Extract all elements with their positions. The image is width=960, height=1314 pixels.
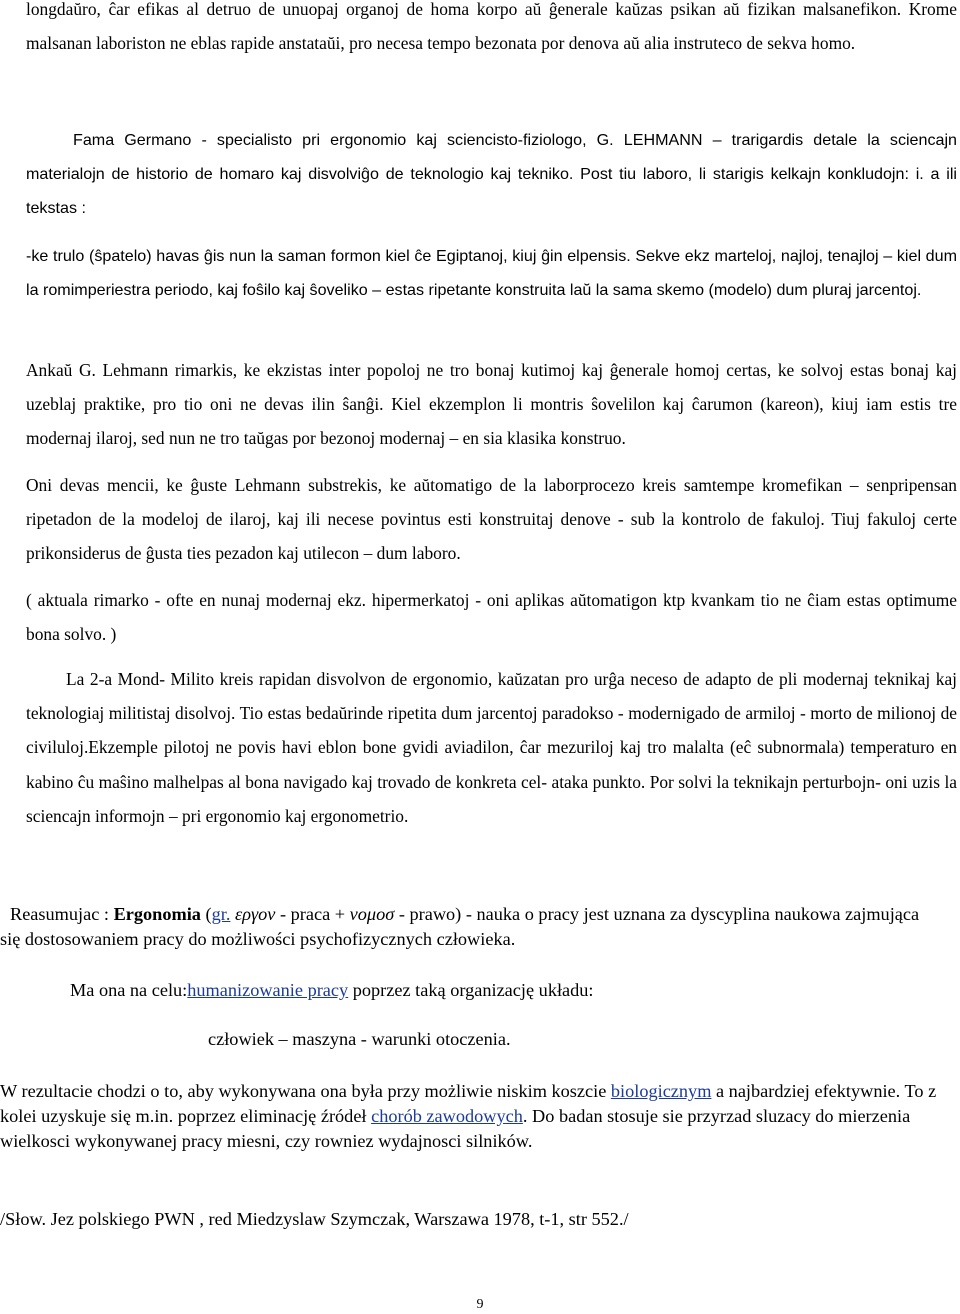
summary-mid: - praca + (275, 904, 350, 924)
paragraph-automation: Oni devas mencii, ke ĝuste Lehmann substrekis, ke aŭtomatigo de la laborprocezo kreis samtempe kromefikan – senpripensan ripetadon de la modeloj de ilaroj, kaj ili necese povintus esti konstruitaj denove - sub la kontrolo de fakuloj. Tiuj fakuloj certe prikonsiderus de ĝusta ties pezadon kaj utilecon – dum laboro. (26, 475, 957, 564)
source-citation: /Słow. Jez polskiego PWN , red Miedzyslaw Szymczak, Warszawa 1978, t-1, str 552./ (0, 1209, 629, 1229)
paragraph-remark: ( aktuala rimarko - ofte en nunaj modernaj ekz. hipermerkatoj - oni aplikas aŭtomatigon ktp kvankam tio ne ĉiam estas optimume bona solvo. ) (26, 590, 957, 645)
result-prefix: W rezultacie chodzi o to, aby wykonywana ona była przy możliwie niskim koszcie (0, 1081, 611, 1101)
summary-paragraph (0, 902, 940, 952)
paragraph-continuation: longdaŭro, ĉar efikas al detruo de unuopaj organoj de homa korpo aŭ ĝenerale kaŭzas psikan aŭ fizikan malsanefikon. Krome malsanan laboriston ne eblas rapide anstataŭi, pro necesa tempo bezonata por denova aŭ alia instruteco de sekva homo. (26, 0, 957, 54)
paragraph-habits: Ankaŭ G. Lehmann rimarkis, ke ekzistas inter popoloj ne tro bonaj kutimoj kaj ĝenerale homoj certas, ke solvoj estas bonaj kaj uzeblaj praktike, pro tio oni ne devas ilin ŝanĝi. Kiel ekzemplon li montris ŝovelilon kaj ĉarumon (kareon), kiuj iam estis tre modernaj ilaroj, sed nun ne tro taŭgas por bezonoj modernaj – en sia klasika konstruo. (26, 360, 957, 449)
result-mid: a najbardziej efektywnie. To z kolei uzyskuje się m.in. poprzez eliminację źródeł (0, 1081, 937, 1126)
biological-link[interactable]: biologicznym (610, 1081, 712, 1101)
summary-term: Ergonomia (113, 904, 201, 924)
page-number: 9 (476, 1297, 484, 1312)
system-line: człowiek – maszyna - warunki otoczenia. (208, 1029, 511, 1049)
goal-prefix: Ma ona na celu: (70, 980, 188, 1000)
greek-link[interactable]: gr. (211, 904, 231, 924)
paragraph-world-war: La 2-a Mond- Milito kreis rapidan disvolvon de ergonomio, kaŭzatan pro urĝa neceso de adapto de pli modernaj teknikaj kaj teknologiaj militistaj disolvoj. Tio estas bedaŭrinde ripetita dum jarcentoj paradokso - modernigado de armiloj - morto de milionoj de civiluloj.Ekzemple pilotoj ne povis havi eblon bone gvidi aviadilon, ĉar mezuriloj kaj tro malalta (eĉ subnormala) temperaturo en kabino ĉu maŝino malhelpas al bona navigado kaj trovado de konkreta cel- ataka punkto. Por solvi la teknikajn perturbojn- oni uzis la sciencajn informojn – pri ergonomio kaj ergonometrio. (26, 669, 957, 826)
summary-prefix: Reasumujac : (10, 904, 114, 924)
goal-paragraph (70, 978, 940, 1003)
summary-open: ( (200, 904, 212, 924)
result-paragraph (0, 1079, 940, 1154)
greek-word-nomos: νομοσ (349, 904, 395, 924)
occupational-diseases-link[interactable]: chorób zawodowych (371, 1106, 523, 1126)
humanization-link[interactable]: humanizowanie pracy (187, 980, 349, 1000)
paragraph-lehmann: Fama Germano - specialisto pri ergonomio kaj sciencisto-fiziologo, G. LEHMANN – trarigardis detale la sciencajn materialojn de historio de homaro kaj disvolviĝo de teknologio kaj tekniko. Post tiu laboro, li starigis kelkajn konkludojn: i. a ili tekstas : (26, 131, 957, 218)
result-suffix: . Do badan stosuje sie przyrzad sluzacy do mierzenia wielkosci wykonywanej pracy miesni, czy rowniez wydajnosci silników. (0, 1106, 911, 1151)
goal-suffix: poprzez taką organizację układu: (348, 980, 594, 1000)
paragraph-tools: -ke trulo (ŝpatelo) havas ĝis nun la saman formon kiel ĉe Egiptanoj, kiuj ĝin elpensis. Sekve ekz marteloj, najloj, tenajloj – kiel dum la romimperiestra periodo, kaj foŝilo kaj ŝoveliko – estas ripetante konstruita laŭ la sama skemo (modelo) dum pluraj jarcentoj. (26, 247, 957, 300)
greek-word-ergon: εργον (234, 904, 276, 924)
summary-rest: - prawo) - nauka o pracy jest uznana za dyscyplina naukowa zajmująca się dostosowaniem pracy do możliwości psychofizycznych człowieka. (0, 904, 920, 949)
